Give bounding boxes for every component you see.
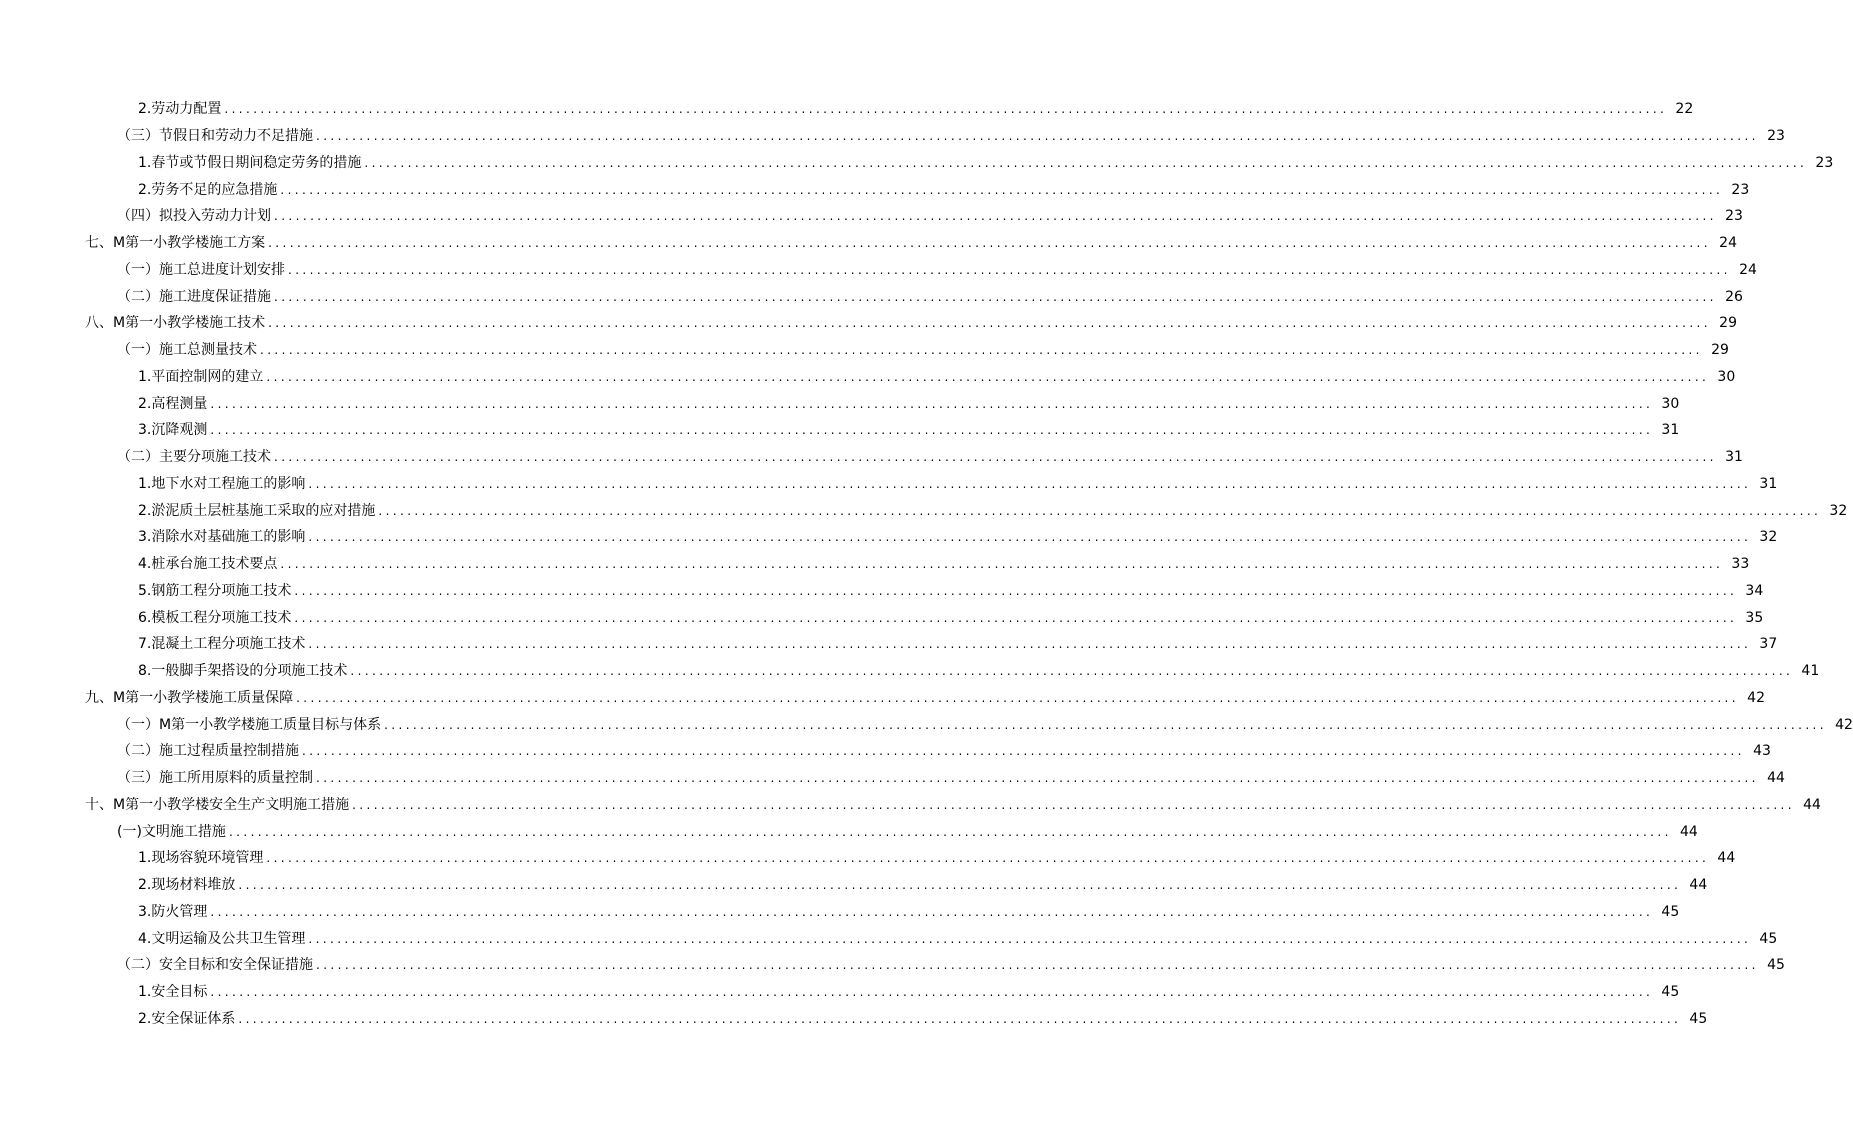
toc-entry-title: 3.消除水对基础施工的影响 [138, 529, 306, 546]
toc-page-number: 31 [1759, 475, 1778, 492]
toc-entry-title: 七、M第一小教学楼施工方案 [85, 235, 266, 252]
toc-entry-title: 7.混凝土工程分项施工技术 [138, 636, 306, 653]
toc-dot-leader: ........................................................................................................................................................................................................ [228, 824, 1672, 839]
toc-entry[interactable] [0, 96, 1694, 123]
toc-dot-leader: ........................................................................................................................................................................................................ [210, 423, 1654, 438]
toc-entry[interactable] [0, 1006, 1708, 1033]
toc-entry-title: 九、M第一小教学楼施工质量保障 [85, 689, 294, 706]
toc-entry[interactable] [0, 711, 1853, 738]
toc-dot-leader: ........................................................................................................................................................................................................ [260, 343, 1703, 358]
toc-page-number: 22 [1675, 101, 1694, 118]
toc-entry[interactable] [0, 631, 1778, 658]
toc-page-number: 45 [1661, 984, 1680, 1001]
toc-entry[interactable] [0, 230, 1737, 257]
toc-entry-title: 2.劳动力配置 [138, 101, 222, 118]
toc-entry-title: （四）拟投入劳动力计划 [117, 208, 271, 225]
toc-entry[interactable] [0, 497, 1848, 524]
toc-entry[interactable] [0, 845, 1736, 872]
toc-dot-leader: ........................................................................................................................................................................................................ [210, 985, 1654, 1000]
toc-dot-leader: ........................................................................................................................................................................................................ [296, 690, 1739, 705]
toc-dot-leader: ........................................................................................................................................................................................................ [308, 476, 1752, 491]
toc-entry-title: 5.钢筋工程分项施工技术 [138, 582, 292, 599]
toc-page-number: 23 [1815, 154, 1834, 171]
toc-dot-leader: ........................................................................................................................................................................................................ [280, 557, 1724, 572]
toc-dot-leader: ........................................................................................................................................................................................................ [302, 744, 1745, 759]
toc-page-number: 41 [1801, 663, 1820, 680]
toc-page-number: 45 [1689, 1010, 1708, 1027]
toc-entry-title: （三）施工所用原料的质量控制 [117, 770, 313, 787]
toc-dot-leader: ........................................................................................................................................................................................................ [350, 664, 1794, 679]
toc-dot-leader: ........................................................................................................................................................................................................ [280, 182, 1724, 197]
toc-dot-leader: ........................................................................................................................................................................................................ [352, 797, 1795, 812]
toc-dot-leader: ........................................................................................................................................................................................................ [274, 450, 1717, 465]
toc-entry-title: 1.春节或节假日期间稳定劳务的措施 [138, 154, 362, 171]
toc-entry-title: 1.现场容貌环境管理 [138, 850, 264, 867]
toc-entry-title: 2.安全保证体系 [138, 1010, 236, 1027]
toc-page-number: 31 [1725, 449, 1743, 466]
toc-entry-title: 3.沉降观测 [138, 422, 208, 439]
toc-entry[interactable] [0, 364, 1736, 391]
toc-entry-title: 2.现场材料堆放 [138, 877, 236, 894]
toc-entry-title: 4.文明运输及公共卫生管理 [138, 930, 306, 947]
toc-page-number: 45 [1661, 903, 1680, 920]
toc-dot-leader: ........................................................................................................................................................................................................ [266, 851, 1710, 866]
toc-page-number: 45 [1759, 930, 1778, 947]
toc-entry-title: 十、M第一小教学楼安全生产文明施工措施 [85, 796, 350, 813]
toc-page-number: 43 [1753, 743, 1771, 760]
toc-page-number: 45 [1767, 957, 1785, 974]
toc-entry-title: 1.地下水对工程施工的影响 [138, 475, 306, 492]
toc-page-number: 35 [1745, 609, 1764, 626]
toc-entry[interactable] [0, 176, 1750, 203]
toc-entry[interactable] [0, 417, 1680, 444]
toc-entry[interactable] [0, 899, 1680, 926]
toc-page-number: 44 [1689, 877, 1708, 894]
toc-dot-leader: ........................................................................................................................................................................................................ [316, 771, 1759, 786]
toc-dot-leader: ........................................................................................................................................................................................................ [268, 316, 1711, 331]
toc-entry[interactable] [0, 390, 1680, 417]
table-of-contents [0, 96, 1853, 1032]
toc-page-number: 44 [1803, 796, 1821, 813]
toc-dot-leader: ........................................................................................................................................................................................................ [224, 102, 1668, 117]
toc-entry[interactable] [0, 150, 1834, 177]
toc-page-number: 42 [1835, 716, 1853, 733]
toc-page-number: 23 [1725, 208, 1743, 225]
toc-entry[interactable] [0, 203, 1743, 230]
toc-entry-title: （二）施工过程质量控制措施 [117, 743, 299, 760]
toc-entry[interactable] [0, 952, 1785, 979]
toc-entry[interactable] [0, 551, 1750, 578]
toc-entry-title: （一）M第一小教学楼施工质量目标与体系 [117, 716, 382, 733]
toc-page-number: 26 [1725, 288, 1743, 305]
toc-entry-title: 2.淤泥质土层桩基施工采取的应对措施 [138, 502, 376, 519]
toc-page-number: 33 [1731, 556, 1750, 573]
toc-page-number: 24 [1739, 261, 1757, 278]
toc-dot-leader: ........................................................................................................................................................................................................ [308, 530, 1752, 545]
toc-page-number: 37 [1759, 636, 1778, 653]
toc-dot-leader: ........................................................................................................................................................................................................ [308, 931, 1752, 946]
toc-dot-leader: ........................................................................................................................................................................................................ [316, 958, 1759, 973]
toc-entry-title: （三）节假日和劳动力不足措施 [117, 128, 313, 145]
toc-entry[interactable] [0, 792, 1821, 819]
toc-entry[interactable] [0, 925, 1778, 952]
toc-entry[interactable] [0, 765, 1785, 792]
toc-entry-title: （一）施工总测量技术 [117, 342, 257, 359]
toc-dot-leader: ........................................................................................................................................................................................................ [274, 289, 1717, 304]
toc-page-number: 29 [1711, 342, 1729, 359]
toc-entry-title: 2.高程测量 [138, 395, 208, 412]
toc-entry[interactable] [0, 283, 1743, 310]
toc-page-number: 32 [1759, 529, 1778, 546]
toc-entry-title: （二）主要分项施工技术 [117, 449, 271, 466]
toc-entry[interactable] [0, 310, 1737, 337]
toc-dot-leader: ........................................................................................................................................................................................................ [308, 637, 1752, 652]
toc-entry[interactable] [0, 658, 1820, 685]
toc-entry-title: （一）施工总进度计划安排 [117, 261, 285, 278]
toc-page-number: 32 [1829, 502, 1848, 519]
toc-dot-leader: ........................................................................................................................................................................................................ [266, 369, 1710, 384]
toc-entry-title: 6.模板工程分项施工技术 [138, 609, 292, 626]
toc-entry[interactable] [0, 872, 1708, 899]
toc-page-number: 44 [1717, 850, 1736, 867]
toc-page-number: 44 [1680, 823, 1698, 840]
toc-dot-leader: ........................................................................................................................................................................................................ [384, 717, 1827, 732]
toc-dot-leader: ........................................................................................................................................................................................................ [268, 236, 1711, 251]
toc-entry[interactable] [0, 123, 1785, 150]
toc-entry-title: 1.安全目标 [138, 984, 208, 1001]
toc-dot-leader: ........................................................................................................................................................................................................ [238, 878, 1682, 893]
toc-entry[interactable] [0, 257, 1757, 284]
toc-entry-title: 2.劳务不足的应急措施 [138, 181, 278, 198]
toc-page-number: 30 [1717, 368, 1736, 385]
toc-dot-leader: ........................................................................................................................................................................................................ [238, 1011, 1682, 1026]
toc-dot-leader: ........................................................................................................................................................................................................ [210, 904, 1654, 919]
toc-entry[interactable] [0, 337, 1729, 364]
toc-page-number: 31 [1661, 422, 1680, 439]
toc-dot-leader: ........................................................................................................................................................................................................ [294, 583, 1738, 598]
toc-page-number: 23 [1767, 128, 1785, 145]
toc-page-number: 24 [1719, 235, 1737, 252]
toc-dot-leader: ........................................................................................................................................................................................................ [316, 129, 1759, 144]
toc-entry-title: 八、M第一小教学楼施工技术 [85, 315, 266, 332]
toc-entry[interactable] [0, 578, 1764, 605]
toc-dot-leader: ........................................................................................................................................................................................................ [378, 503, 1822, 518]
toc-entry-title: （二）施工进度保证措施 [117, 288, 271, 305]
toc-entry-title: 3.防火管理 [138, 903, 208, 920]
toc-page-number: 29 [1719, 315, 1737, 332]
toc-entry[interactable] [0, 471, 1778, 498]
toc-page-number: 30 [1661, 395, 1680, 412]
toc-entry[interactable] [0, 685, 1765, 712]
toc-entry[interactable] [0, 738, 1771, 765]
toc-page-number: 23 [1731, 181, 1750, 198]
toc-dot-leader: ........................................................................................................................................................................................................ [210, 396, 1654, 411]
toc-entry-title: 1.平面控制网的建立 [138, 368, 264, 385]
toc-entry-title: 4.桩承台施工技术要点 [138, 556, 278, 573]
toc-entry-title: (一)文明施工措施 [117, 823, 226, 840]
toc-entry[interactable] [0, 979, 1680, 1006]
toc-entry-title: （二）安全目标和安全保证措施 [117, 957, 313, 974]
toc-page-number: 42 [1747, 689, 1765, 706]
toc-dot-leader: ........................................................................................................................................................................................................ [364, 155, 1808, 170]
toc-dot-leader: ........................................................................................................................................................................................................ [288, 262, 1731, 277]
toc-entry[interactable] [0, 524, 1778, 551]
toc-entry[interactable] [0, 444, 1743, 471]
toc-dot-leader: ........................................................................................................................................................................................................ [294, 610, 1738, 625]
toc-page-number: 34 [1745, 582, 1764, 599]
toc-entry[interactable] [0, 818, 1698, 845]
toc-entry-title: 8.一般脚手架搭设的分项施工技术 [138, 663, 348, 680]
toc-entry[interactable] [0, 604, 1764, 631]
toc-page-number: 44 [1767, 770, 1785, 787]
toc-dot-leader: ........................................................................................................................................................................................................ [274, 209, 1717, 224]
